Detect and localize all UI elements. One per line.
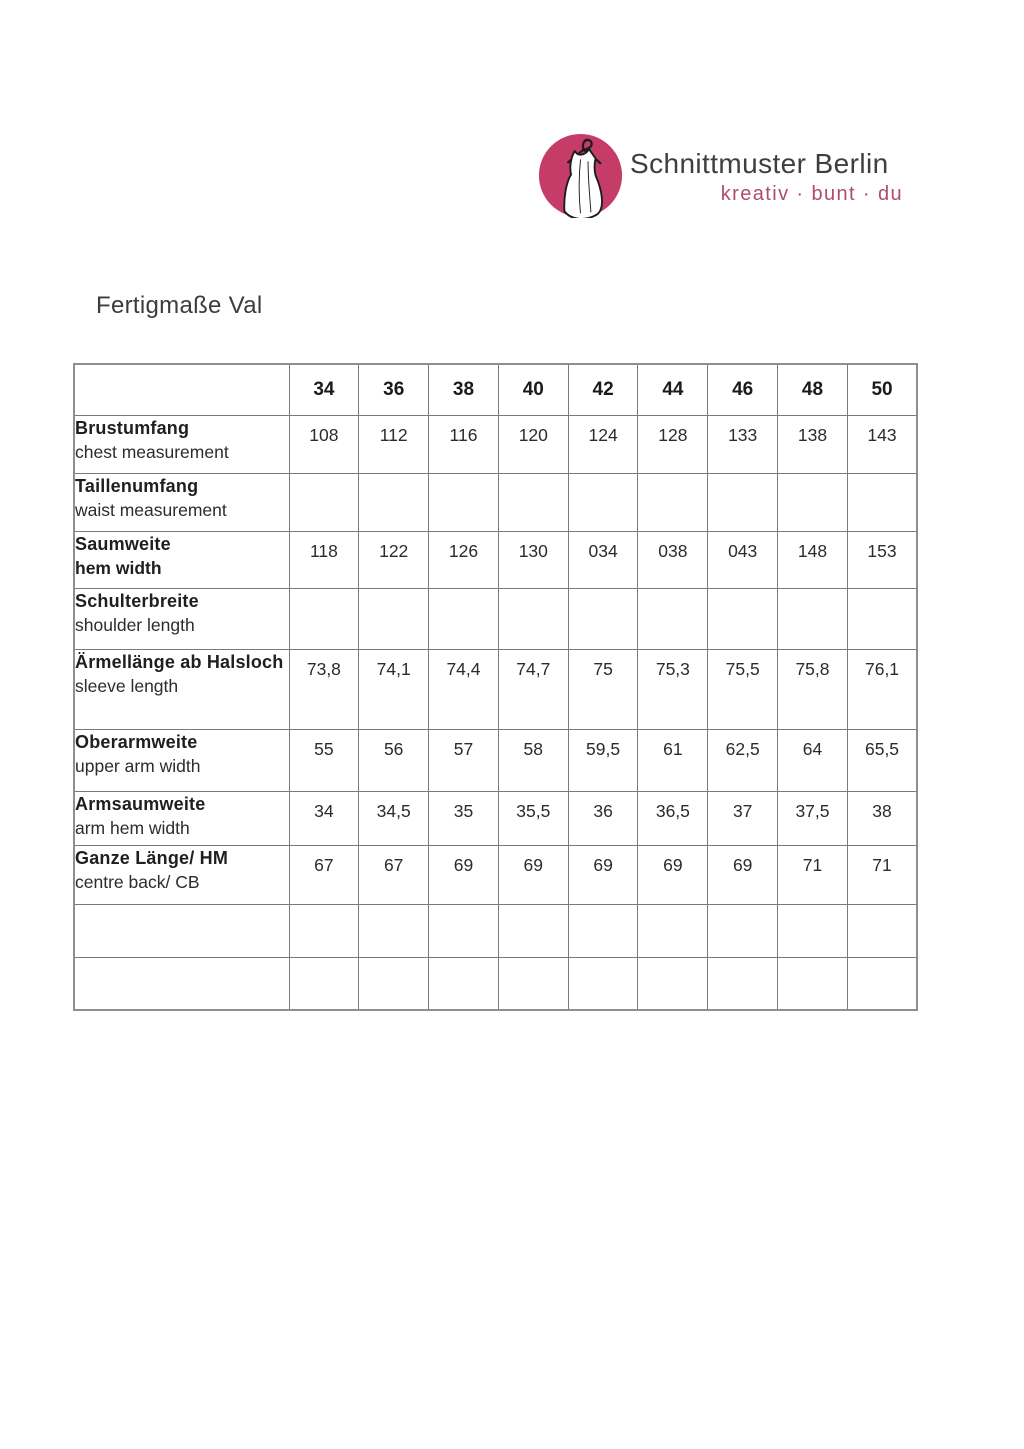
brand-tagline: kreativ · bunt · du: [720, 183, 903, 205]
value-cell: [708, 957, 778, 1010]
value-cell: 138: [778, 415, 848, 473]
value-cell: [638, 904, 708, 957]
size-header-cell: 48: [778, 364, 848, 415]
value-cell: [708, 904, 778, 957]
value-cell: 034: [568, 531, 638, 588]
value-cell: 69: [638, 845, 708, 904]
size-header-cell: 38: [429, 364, 499, 415]
size-header-cell: 50: [847, 364, 917, 415]
row-label-english: arm hem width: [75, 817, 190, 838]
size-header-cell: 44: [638, 364, 708, 415]
value-cell: [359, 473, 429, 531]
value-cell: 75,5: [708, 649, 778, 729]
row-label-german: Schulterbreite: [75, 590, 199, 611]
value-cell: [289, 588, 359, 649]
size-header-cell: 34: [289, 364, 359, 415]
value-cell: 122: [359, 531, 429, 588]
row-label-cell: [74, 415, 289, 473]
brand-name: Schnittmuster Berlin: [630, 148, 889, 179]
value-cell: [638, 957, 708, 1010]
row-label-german: Brustumfang: [75, 417, 190, 438]
value-cell: [289, 473, 359, 531]
value-cell: [708, 473, 778, 531]
value-cell: 38: [847, 791, 917, 845]
value-cell: 67: [359, 845, 429, 904]
value-cell: 112: [359, 415, 429, 473]
value-cell: 71: [778, 845, 848, 904]
row-label-german: Taillenumfang: [75, 475, 199, 496]
size-header-cell: 46: [708, 364, 778, 415]
value-cell: 75,3: [638, 649, 708, 729]
value-cell: 35: [429, 791, 499, 845]
value-cell: [638, 588, 708, 649]
value-cell: 74,7: [498, 649, 568, 729]
value-cell: [778, 473, 848, 531]
size-header-cell: 40: [498, 364, 568, 415]
value-cell: 69: [429, 845, 499, 904]
value-cell: 62,5: [708, 729, 778, 791]
value-cell: 116: [429, 415, 499, 473]
value-cell: [498, 588, 568, 649]
table-row: [74, 729, 917, 791]
row-label-german: Ganze Länge/ HM: [75, 847, 229, 868]
table-row: [74, 845, 917, 904]
value-cell: 35,5: [498, 791, 568, 845]
dress-on-hanger-icon: [538, 133, 623, 218]
value-cell: [429, 957, 499, 1010]
value-cell: 64: [778, 729, 848, 791]
table-row: [74, 957, 917, 1010]
corner-cell: [74, 364, 289, 415]
row-label-english: hem width: [75, 557, 162, 578]
value-cell: 148: [778, 531, 848, 588]
value-cell: [847, 957, 917, 1010]
row-label-english: waist measurement: [75, 499, 227, 520]
row-label-german: Armsaumweite: [75, 793, 206, 814]
row-label-english: shoulder length: [75, 614, 195, 635]
value-cell: [708, 588, 778, 649]
row-label-cell: [74, 531, 289, 588]
table-row: [74, 473, 917, 531]
value-cell: 124: [568, 415, 638, 473]
value-cell: 153: [847, 531, 917, 588]
value-cell: 130: [498, 531, 568, 588]
value-cell: [568, 957, 638, 1010]
value-cell: 37,5: [778, 791, 848, 845]
value-cell: 67: [289, 845, 359, 904]
value-cell: [847, 588, 917, 649]
table-row: [74, 904, 917, 957]
value-cell: [289, 904, 359, 957]
value-cell: 128: [638, 415, 708, 473]
value-cell: [359, 957, 429, 1010]
row-label-english: centre back/ CB: [75, 871, 200, 892]
value-cell: [359, 904, 429, 957]
value-cell: 118: [289, 531, 359, 588]
row-label-german: Ärmellänge ab Halsloch: [75, 651, 284, 672]
value-cell: 56: [359, 729, 429, 791]
row-label-cell: [74, 904, 289, 957]
value-cell: 73,8: [289, 649, 359, 729]
value-cell: [638, 473, 708, 531]
value-cell: 65,5: [847, 729, 917, 791]
value-cell: [778, 588, 848, 649]
value-cell: [498, 957, 568, 1010]
value-cell: 74,4: [429, 649, 499, 729]
size-table: [73, 363, 918, 1011]
value-cell: 55: [289, 729, 359, 791]
value-cell: [778, 957, 848, 1010]
value-cell: 59,5: [568, 729, 638, 791]
value-cell: [289, 957, 359, 1010]
table-row: [74, 531, 917, 588]
value-cell: 75,8: [778, 649, 848, 729]
value-cell: [568, 588, 638, 649]
value-cell: 71: [847, 845, 917, 904]
row-label-english: chest measurement: [75, 441, 229, 462]
value-cell: 74,1: [359, 649, 429, 729]
value-cell: 133: [708, 415, 778, 473]
table-row: [74, 588, 917, 649]
size-header-cell: 42: [568, 364, 638, 415]
row-label-english: upper arm width: [75, 755, 201, 776]
value-cell: 36,5: [638, 791, 708, 845]
table-row: [74, 649, 917, 729]
row-label-cell: [74, 649, 289, 729]
size-header-cell: 36: [359, 364, 429, 415]
value-cell: 143: [847, 415, 917, 473]
row-label-cell: [74, 473, 289, 531]
page-title: Fertigmaße Val: [96, 292, 263, 319]
value-cell: 75: [568, 649, 638, 729]
size-header-row: [74, 364, 917, 415]
value-cell: [568, 473, 638, 531]
value-cell: 37: [708, 791, 778, 845]
value-cell: 36: [568, 791, 638, 845]
row-label-cell: [74, 845, 289, 904]
value-cell: [359, 588, 429, 649]
value-cell: 69: [568, 845, 638, 904]
value-cell: 76,1: [847, 649, 917, 729]
value-cell: [778, 904, 848, 957]
value-cell: 108: [289, 415, 359, 473]
row-label-german: Oberarmweite: [75, 731, 198, 752]
value-cell: 58: [498, 729, 568, 791]
row-label-english: sleeve length: [75, 675, 179, 696]
table-row: [74, 415, 917, 473]
value-cell: [568, 904, 638, 957]
value-cell: 69: [498, 845, 568, 904]
row-label-cell: [74, 729, 289, 791]
row-label-cell: [74, 957, 289, 1010]
row-label-german: Saumweite: [75, 533, 171, 554]
row-label-cell: [74, 588, 289, 649]
value-cell: 038: [638, 531, 708, 588]
row-label-cell: [74, 791, 289, 845]
table-row: [74, 791, 917, 845]
value-cell: 043: [708, 531, 778, 588]
value-cell: 69: [708, 845, 778, 904]
value-cell: [847, 473, 917, 531]
value-cell: [429, 473, 499, 531]
value-cell: [498, 473, 568, 531]
value-cell: [498, 904, 568, 957]
value-cell: 34,5: [359, 791, 429, 845]
value-cell: 120: [498, 415, 568, 473]
value-cell: 57: [429, 729, 499, 791]
value-cell: 34: [289, 791, 359, 845]
value-cell: 61: [638, 729, 708, 791]
value-cell: [429, 904, 499, 957]
value-cell: [429, 588, 499, 649]
value-cell: [847, 904, 917, 957]
value-cell: 126: [429, 531, 499, 588]
